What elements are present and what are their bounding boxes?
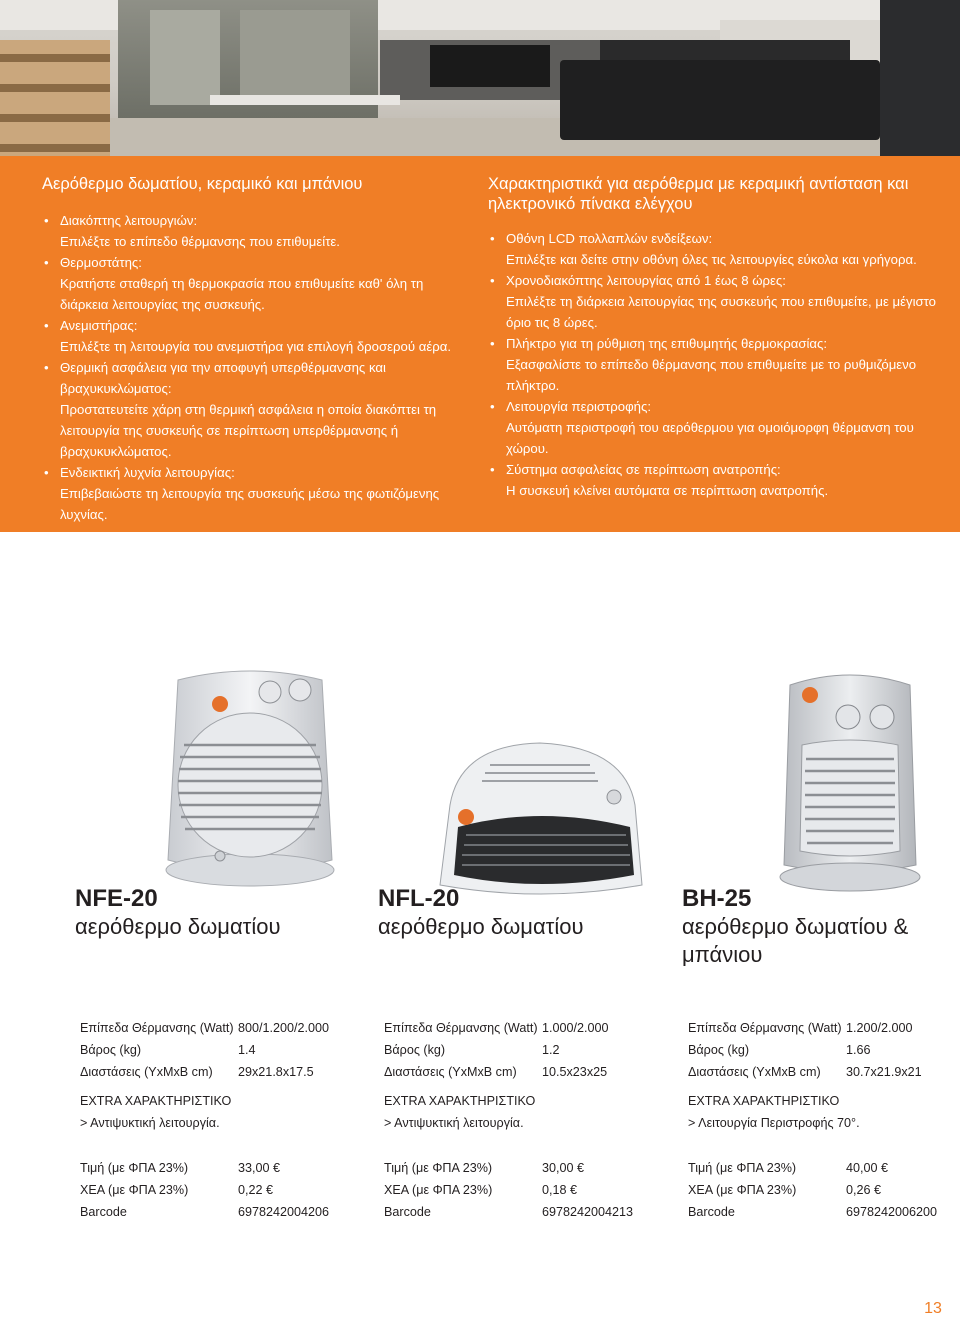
- feature-title: • Θερμοστάτης:: [60, 255, 142, 270]
- feature-description: Προστατευτείτε χάρη στη θερμική ασφάλεια η οποία διακόπτει τη λειτουργία της συσκευής σε περίπτωση υπερθέρμανσης ή βραχυκυκλώματος.: [60, 402, 437, 459]
- price-row: [384, 1157, 654, 1179]
- price-row: [384, 1179, 654, 1201]
- extra-description: > Λειτουργία Περιστροφής 70°.: [688, 1116, 860, 1130]
- spec-value: 10.5x23x25: [542, 1065, 608, 1079]
- bh-25-specs: [688, 1017, 950, 1083]
- price-value: 0,18 €: [542, 1183, 578, 1197]
- spec-row: [384, 1039, 654, 1061]
- product-model: NFL-20: [378, 885, 460, 912]
- bh-25-heater-image: [770, 665, 930, 905]
- extra-title: EXTRA ΧΑΡΑΚΤΗΡΙΣΤΙΚΟ: [384, 1094, 536, 1108]
- product-type: αερόθερμο δωματίου: [378, 914, 584, 939]
- nfe-20-heater-image: [150, 660, 350, 900]
- feature-title: • Ενδεικτική λυχνία λειτουργίας:: [60, 465, 235, 480]
- spec-row: [80, 1039, 350, 1061]
- feature-description: Επιλέξτε τη λειτουργία του ανεμιστήρα για επιλογή δροσερού αέρα.: [60, 339, 452, 354]
- feature-description: Η συσκευή κλείνει αυτόματα σε περίπτωση ανατροπής.: [506, 483, 829, 498]
- bh-25-prices: [688, 1157, 950, 1223]
- spec-row: [384, 1061, 654, 1083]
- nfl-20-extra: [384, 1090, 535, 1134]
- spec-label: Επίπεδα Θέρμανσης (Watt): [384, 1021, 538, 1035]
- spec-row: [688, 1061, 950, 1083]
- spec-label: Διαστάσεις (ΥxΜxΒ cm): [384, 1065, 517, 1079]
- left-feature-list: [42, 210, 472, 525]
- price-row: [688, 1201, 950, 1223]
- feature-title: • Διακόπτης λειτουργιών:: [60, 213, 198, 228]
- feature-description: Κρατήστε σταθερή τη θερμοκρασία που επιθυμείτε καθ' όλη τη διάρκεια λειτουργίας της συσκευής.: [60, 276, 424, 312]
- right-features-column: [488, 174, 950, 501]
- price-row: [80, 1179, 350, 1201]
- feature-title: • Πλήκτρο για τη ρύθμιση της επιθυμητής θερμοκρασίας:: [506, 336, 828, 351]
- nfl-20-specs: [384, 1017, 654, 1083]
- price-label: Barcode: [688, 1205, 735, 1219]
- spec-row: [384, 1017, 654, 1039]
- barcode-value: 6978242004213: [542, 1205, 634, 1219]
- price-value: 0,22 €: [238, 1183, 274, 1197]
- spec-row: [80, 1061, 350, 1083]
- product-type: αερόθερμο δωματίου & μπάνιου: [682, 914, 909, 967]
- feature-title: • Θερμική ασφάλεια για την αποφυγή υπερθέρμανσης και βραχυκυκλώματος:: [60, 360, 386, 396]
- feature-title: • Σύστημα ασφαλείας σε περίπτωση ανατροπής:: [506, 462, 781, 477]
- spec-label: Επίπεδα Θέρμανσης (Watt): [688, 1021, 842, 1035]
- price-label: ΧΕΑ (με ΦΠΑ 23%): [688, 1183, 797, 1197]
- spec-label: Επίπεδα Θέρμανσης (Watt): [80, 1021, 234, 1035]
- spec-label: Βάρος (kg): [688, 1043, 750, 1057]
- hero-window-pane: [150, 10, 220, 105]
- product-model: BH-25: [682, 885, 752, 912]
- nfe-20-specs: [80, 1017, 350, 1083]
- feature-item: [488, 396, 950, 459]
- price-label: ΧΕΑ (με ΦΠΑ 23%): [80, 1183, 189, 1197]
- spec-value: 1.000/2.000: [542, 1021, 609, 1035]
- page-number: 13: [924, 1300, 942, 1317]
- price-label: Barcode: [80, 1205, 127, 1219]
- nfl-20-heater-image: [430, 735, 650, 905]
- price-label: ΧΕΑ (με ΦΠΑ 23%): [384, 1183, 493, 1197]
- extra-description: > Αντιψυκτική λειτουργία.: [80, 1116, 220, 1130]
- price-label: Τιμή (με ΦΠΑ 23%): [384, 1161, 493, 1175]
- price-value: 0,26 €: [846, 1183, 882, 1197]
- nfl-20-prices: [384, 1157, 654, 1223]
- nfe-20-prices: [80, 1157, 350, 1223]
- feature-item: [488, 270, 950, 333]
- price-value: 33,00 €: [238, 1161, 281, 1175]
- spec-label: Διαστάσεις (ΥxΜxΒ cm): [80, 1065, 213, 1079]
- barcode-value: 6978242004206: [238, 1205, 330, 1219]
- feature-description: Αυτόματη περιστροφή του αερόθερμου για ομοιόμορφη θέρμανση του χώρου.: [506, 420, 914, 456]
- feature-item: [488, 459, 950, 501]
- left-column-title: Αερόθερμο δωματίου, κεραμικό και μπάνιου: [42, 175, 363, 193]
- spec-value: 29x21.8x17.5: [238, 1065, 314, 1079]
- spec-row: [688, 1017, 950, 1039]
- spec-value: 1.200/2.000: [846, 1021, 913, 1035]
- feature-title: • Οθόνη LCD πολλαπλών ενδείξεων:: [506, 231, 713, 246]
- feature-description: Επιβεβαιώστε τη λειτουργία της συσκευής μέσω της φωτιζόμενης λυχνίας.: [60, 486, 440, 522]
- bh-25-extra: [688, 1090, 860, 1134]
- product-model: NFE-20: [75, 885, 158, 912]
- nfl-20-title-block: [378, 885, 638, 941]
- hero-dark-wall: [880, 0, 960, 156]
- feature-item: [42, 357, 472, 462]
- spec-label: Βάρος (kg): [384, 1043, 446, 1057]
- feature-item: [42, 462, 472, 525]
- spec-row: [80, 1017, 350, 1039]
- price-label: Barcode: [384, 1205, 431, 1219]
- hero-table: [210, 95, 400, 105]
- right-feature-list: [488, 228, 950, 501]
- price-row: [688, 1179, 950, 1201]
- hero-window-pane: [240, 10, 350, 105]
- feature-item: [42, 210, 472, 252]
- hero-photo: [0, 0, 960, 156]
- hero-tv: [430, 45, 550, 87]
- spec-value: 1.2: [542, 1043, 560, 1057]
- feature-description: Επιλέξτε τη διάρκεια λειτουργίας της συσκευής που επιθυμείτε, με μέγιστο όριο τις 8 ώρες.: [506, 294, 937, 330]
- spec-value: 800/1.200/2.000: [238, 1021, 330, 1035]
- price-value: 40,00 €: [846, 1161, 889, 1175]
- feature-item: [42, 252, 472, 315]
- extra-title: EXTRA ΧΑΡΑΚΤΗΡΙΣΤΙΚΟ: [80, 1094, 232, 1108]
- price-row: [80, 1201, 350, 1223]
- feature-title: • Λειτουργία περιστροφής:: [506, 399, 651, 414]
- spec-label: Βάρος (kg): [80, 1043, 142, 1057]
- right-column-title: Χαρακτηριστικά για αερόθερμα με κεραμική αντίσταση και ηλεκτρονικό πίνακα ελέγχου: [488, 175, 909, 213]
- spec-value: 1.66: [846, 1043, 871, 1057]
- extra-description: > Αντιψυκτική λειτουργία.: [384, 1116, 524, 1130]
- barcode-value: 6978242006200: [846, 1205, 938, 1219]
- feature-item: [488, 228, 950, 270]
- price-value: 30,00 €: [542, 1161, 585, 1175]
- left-features-column: [42, 174, 472, 525]
- nfe-20-extra: [80, 1090, 231, 1134]
- price-label: Τιμή (με ΦΠΑ 23%): [688, 1161, 797, 1175]
- spec-label: Διαστάσεις (ΥxΜxΒ cm): [688, 1065, 821, 1079]
- feature-title: • Ανεμιστήρας:: [60, 318, 138, 333]
- feature-item: [488, 333, 950, 396]
- spec-value: 30.7x21.9x21: [846, 1065, 922, 1079]
- price-row: [384, 1201, 654, 1223]
- feature-description: Επιλέξτε το επίπεδο θέρμανσης που επιθυμείτε.: [60, 234, 340, 249]
- product-type: αερόθερμο δωματίου: [75, 914, 281, 939]
- feature-description: Εξασφαλίστε το επίπεδο θέρμανσης που επιθυμείτε με το ρυθμιζόμενο πλήκτρο.: [506, 357, 917, 393]
- price-row: [80, 1157, 350, 1179]
- price-label: Τιμή (με ΦΠΑ 23%): [80, 1161, 189, 1175]
- nfe-20-title-block: [75, 885, 335, 941]
- price-row: [688, 1157, 950, 1179]
- spec-value: 1.4: [238, 1043, 256, 1057]
- extra-title: EXTRA ΧΑΡΑΚΤΗΡΙΣΤΙΚΟ: [688, 1094, 840, 1108]
- spec-row: [688, 1039, 950, 1061]
- feature-description: Επιλέξτε και δείτε στην οθόνη όλες τις λειτουργίες εύκολα και γρήγορα.: [506, 252, 917, 267]
- features-band: [0, 156, 960, 532]
- hero-stairs: [0, 40, 110, 156]
- feature-title: • Χρονοδιακόπτης λειτουργίας από 1 έως 8 ώρες:: [506, 273, 786, 288]
- bh-25-title-block: [682, 885, 942, 969]
- hero-sofa: [560, 60, 880, 140]
- feature-item: [42, 315, 472, 357]
